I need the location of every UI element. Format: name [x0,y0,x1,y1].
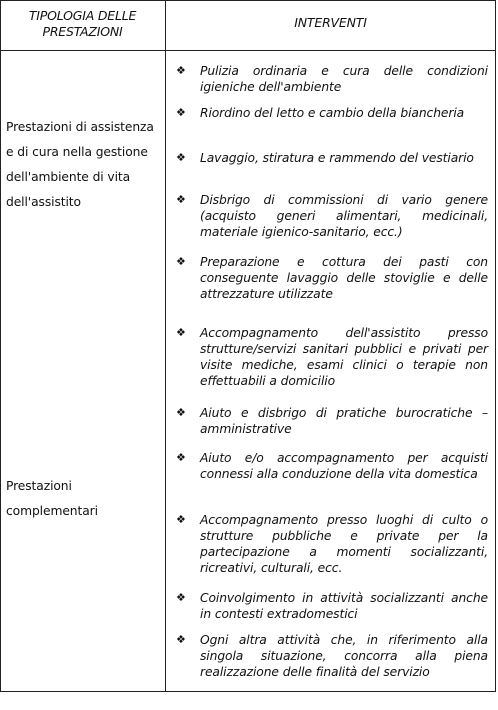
table-left-border [0,0,1,692]
item-text: Accompagnamento presso luoghi di culto o strutture pubbliche e private per la partecipazione a momenti socializzanti, ricreativi, culturali, ecc. [200,513,488,575]
item-text: Ogni altra attività che, in riferimento alla singola situazione, concorra alla piena realizzazione delle finalità del servizio [200,633,488,679]
header-divider [0,50,496,51]
item-text: Lavaggio, stiratura e rammendo del vestiario [200,151,474,165]
category-assistenza: Prestazioni di assistenza e di cura nella gestione dell'ambiente di vita dell'assistito [6,120,154,209]
item-text: Pulizia ordinaria e cura delle condizioni igieniche dell'ambiente [200,64,488,94]
diamond-bullet-icon: ❖ [176,193,186,206]
diamond-bullet-icon: ❖ [176,451,186,464]
item-text: Aiuto e disbrigo di pratiche burocratiche – amministrative [200,406,488,436]
diamond-bullet-icon: ❖ [176,633,186,646]
header-typology: TIPOLOGIA DELLE PRESTAZIONI [28,8,137,39]
table-top-border [0,0,496,1]
diamond-bullet-icon: ❖ [176,513,186,526]
diamond-bullet-icon: ❖ [176,106,186,119]
diamond-bullet-icon: ❖ [176,591,186,604]
column-divider [165,0,166,692]
item-text: Aiuto e/o accompagnamento per acquisti connessi alla conduzione della vita domestica [200,451,488,481]
table-bottom-border [0,691,496,692]
item-text: Coinvolgimento in attività socializzanti anche in contesti extradomestici [200,591,488,621]
item-text: Preparazione e cottura dei pasti con conseguente lavaggio delle stoviglie e delle attrezzature utilizzate [200,255,488,301]
item-text: Accompagnamento dell'assistito presso strutture/servizi sanitari pubblici e privati per visite mediche, esami clinici o terapie non effettuabili a domicilio [200,326,488,388]
diamond-bullet-icon: ❖ [176,151,186,164]
diamond-bullet-icon: ❖ [176,64,186,77]
item-text: Riordino del letto e cambio della biancheria [200,106,465,120]
category-complementari: Prestazioni complementari [6,479,98,518]
table-right-border [495,0,496,692]
diamond-bullet-icon: ❖ [176,326,186,339]
item-text: Disbrigo di commissioni di vario genere (acquisto generi alimentari, medicinali, materiale igienico-sanitario, ecc.) [200,193,488,239]
header-interventions: INTERVENTI [294,15,367,30]
diamond-bullet-icon: ❖ [176,255,186,268]
diamond-bullet-icon: ❖ [176,406,186,419]
